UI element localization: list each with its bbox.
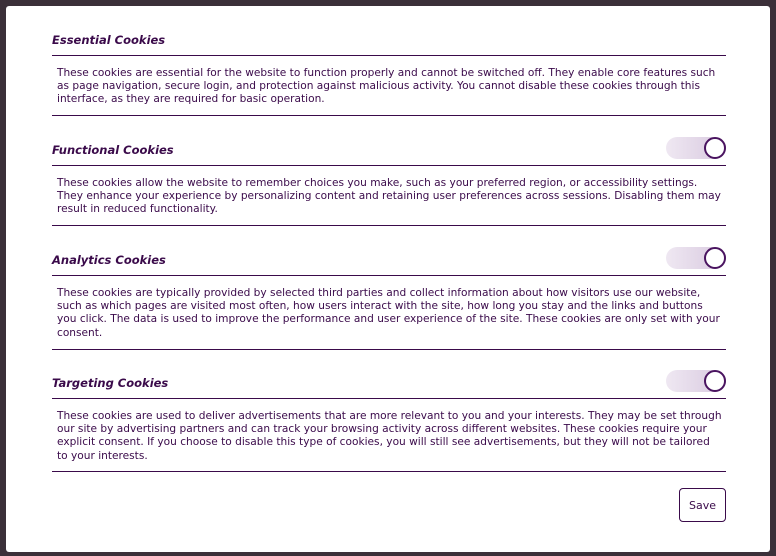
section-title: Essential Cookies xyxy=(52,33,166,47)
cookie-settings-dialog xyxy=(6,6,770,552)
section-title: Analytics Cookies xyxy=(52,253,166,267)
section-description: These cookies are used to deliver advertisements that are more relevant to you and your interests. They may be set through our site by advertising partners and can track your browsing activity across different websites. These cookies require your explicit consent. If you choose to disable this type of cookies, you will still see advertisements, but they will not be tailored to your interests. xyxy=(52,399,726,472)
section-description: These cookies are typically provided by selected third parties and collect information about how visitors use our website, such as which pages are visited most often, how users interact with the site, how long you stay and the links and buttons you click. The data is used to improve the performance and user experience of the site. These cookies are only set with your consent. xyxy=(52,276,726,350)
cookie-section-targeting xyxy=(52,368,726,472)
functional-cookies-toggle[interactable] xyxy=(666,137,726,159)
toggle-knob-icon xyxy=(704,370,726,392)
section-header xyxy=(52,245,726,276)
cookie-section-analytics xyxy=(52,245,726,350)
analytics-cookies-toggle[interactable] xyxy=(666,247,726,269)
section-header xyxy=(52,32,726,56)
toggle-knob-icon xyxy=(704,137,726,159)
section-title: Targeting Cookies xyxy=(52,376,169,390)
section-header xyxy=(52,368,726,399)
cookie-section-essential xyxy=(52,32,726,116)
section-header xyxy=(52,135,726,166)
section-description: These cookies allow the website to remember choices you make, such as your preferred region, or accessibility settings. They enhance your experience by personalizing content and retaining user preferences across sessions. Disabling them may result in reduced functionality. xyxy=(52,166,726,226)
cookie-section-functional xyxy=(52,135,726,226)
section-description: These cookies are essential for the website to function properly and cannot be switched off. They enable core features such as page navigation, secure login, and protection against malicious activity. You cannot disable these cookies through this interface, as they are required for basic operation. xyxy=(52,56,726,116)
save-button[interactable]: Save xyxy=(679,488,726,522)
toggle-knob-icon xyxy=(704,247,726,269)
section-title: Functional Cookies xyxy=(52,143,174,157)
targeting-cookies-toggle[interactable] xyxy=(666,370,726,392)
